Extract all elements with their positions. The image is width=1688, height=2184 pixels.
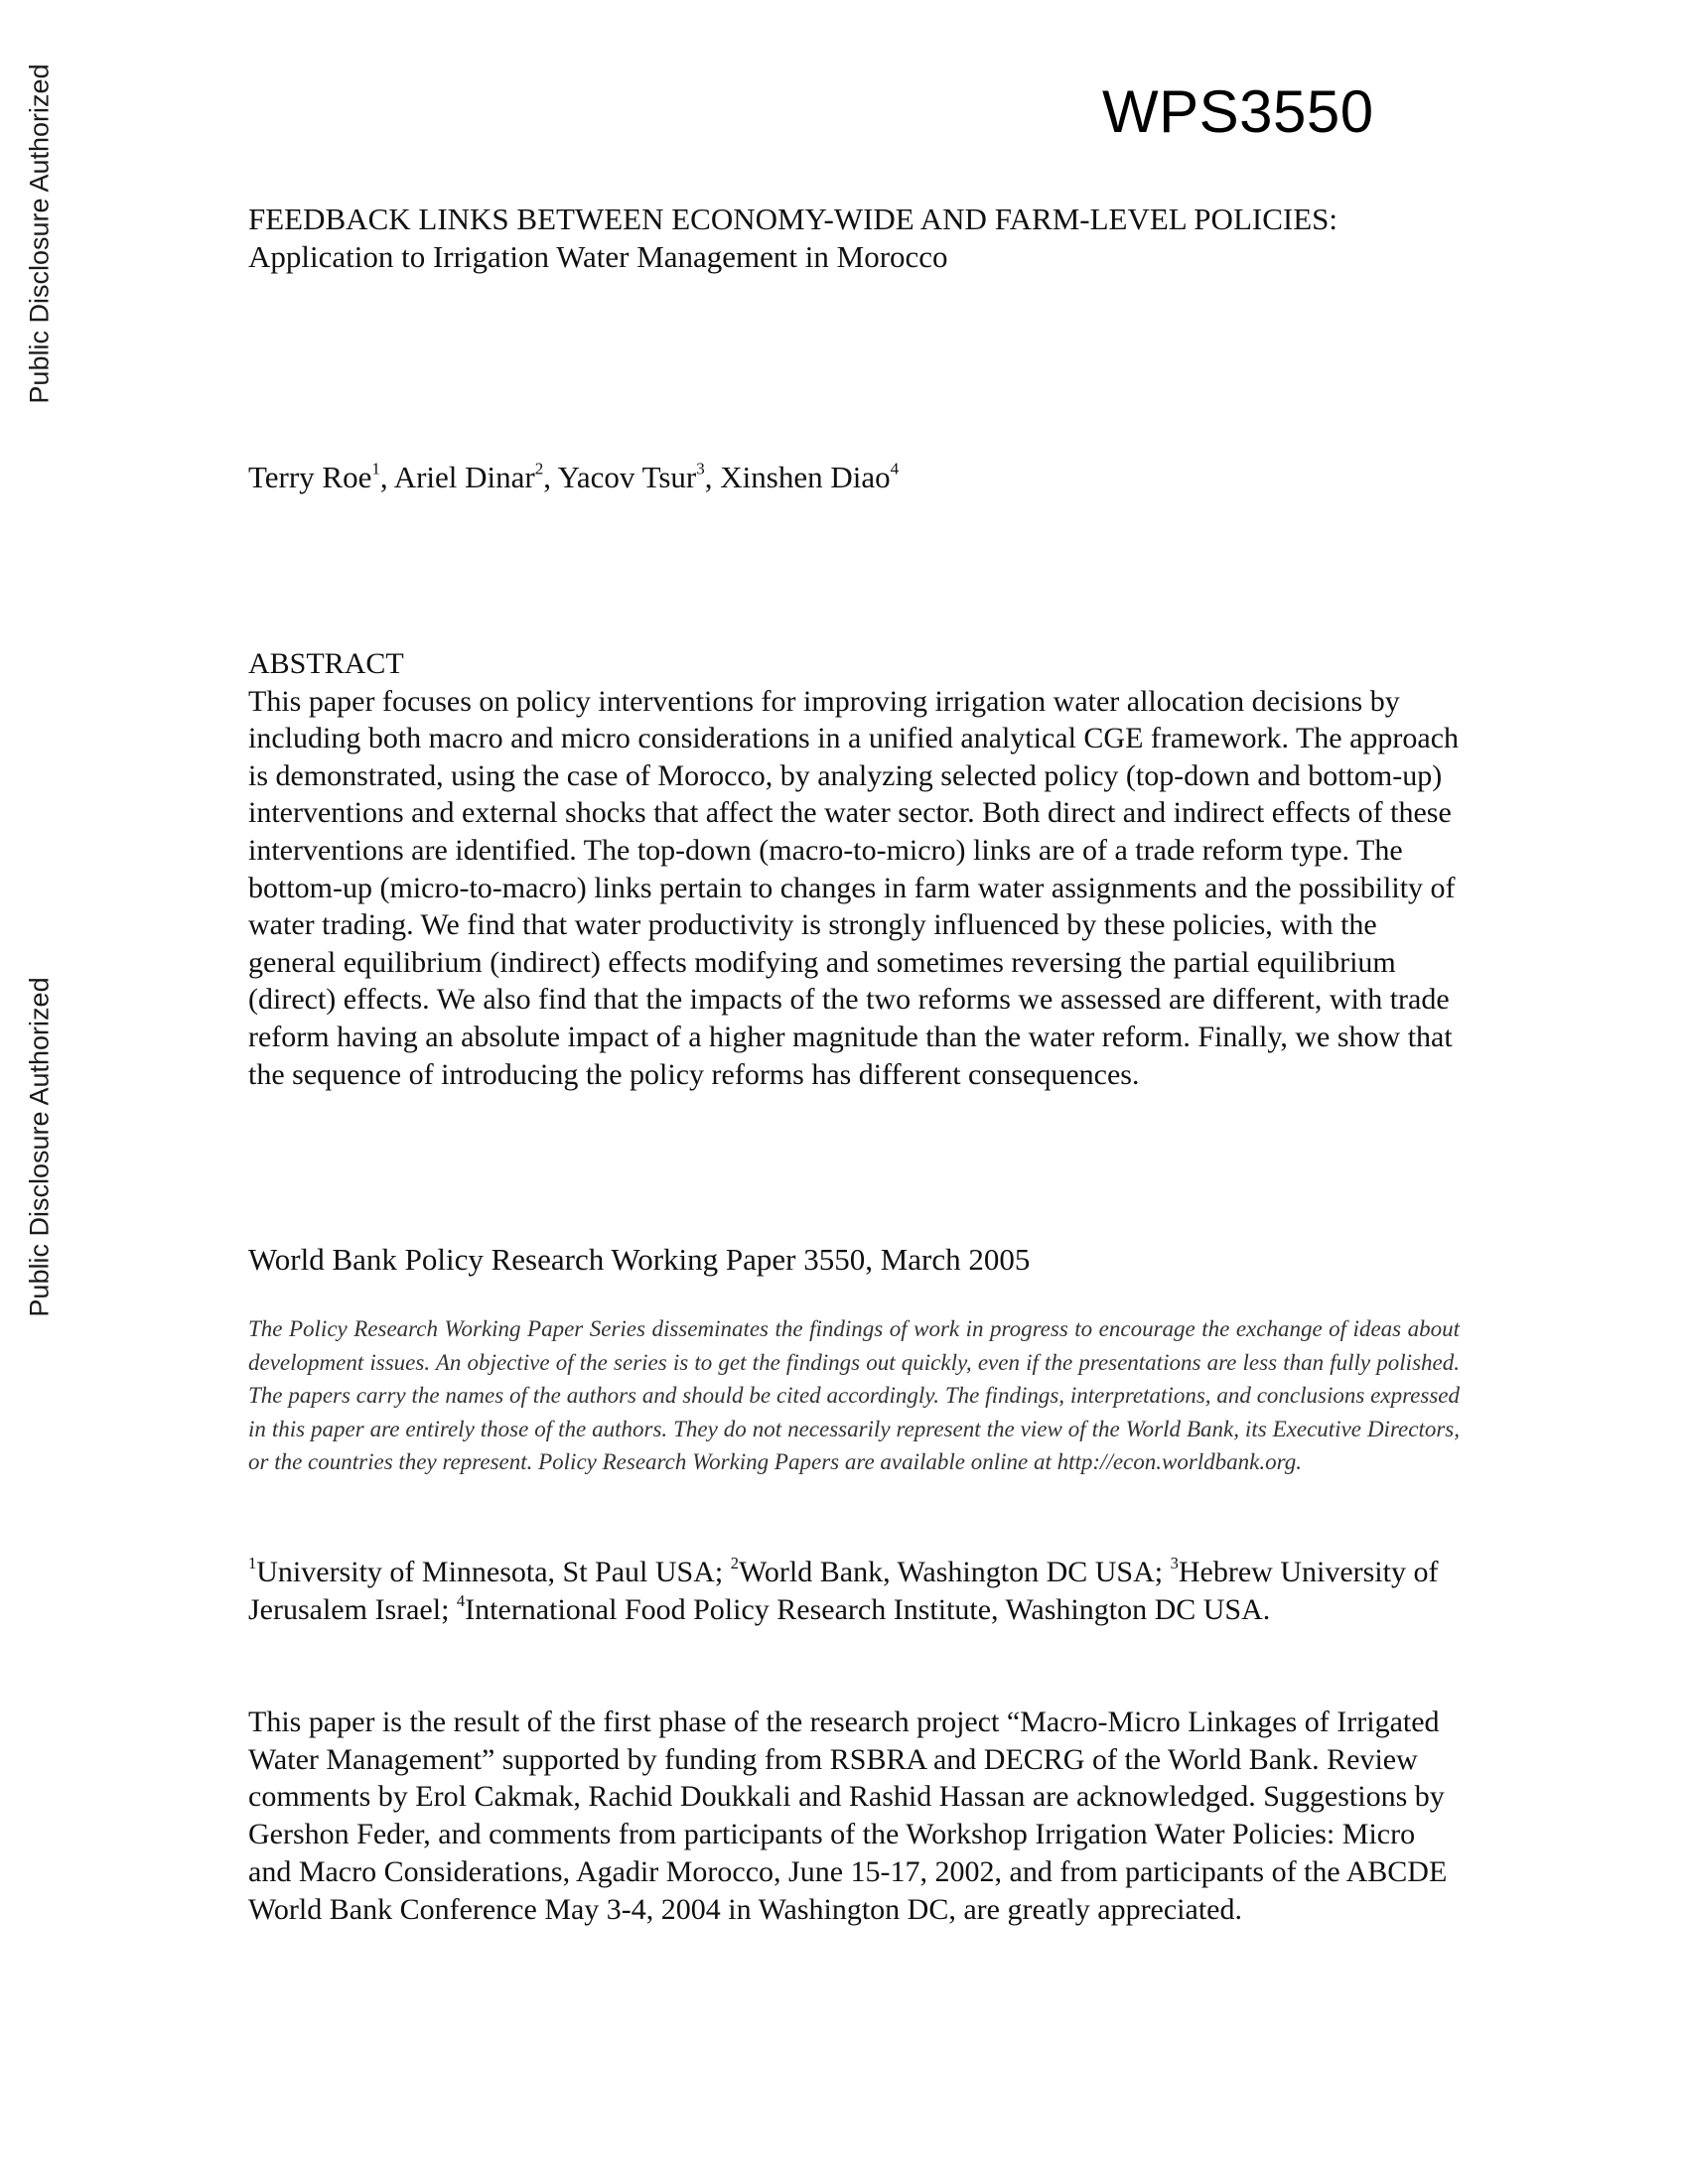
- abstract-section: [248, 645, 1460, 1093]
- affiliation-text: International Food Policy Research Institute, Washington DC USA.: [465, 1593, 1271, 1626]
- author-affiliation-mark: 3: [696, 459, 705, 478]
- abstract-text: This paper focuses on policy interventions for improving irrigation water allocation decisions by including both macro and micro considerations in a unified analytical CGE framework. The approach is demonstrated, using the case of Morocco, by analyzing selected policy (top-down and bottom-up) interventions and external shocks that affect the water sector. Both direct and indirect effects of these interventions are identified. The top-down (macro-to-micro) links are of a trade reform type. The bottom-up (micro-to-macro) links pertain to changes in farm water assignments and the possibility of water trading. We find that water productivity is strongly influenced by these policies, with the general equilibrium (indirect) effects modifying and sometimes reversing the partial equilibrium (direct) effects. We also find that the impacts of the two reforms we assessed are different, with trade reform having an absolute impact of a higher magnitude than the water reform. Finally, we show that the sequence of introducing the policy reforms has different consequences.: [248, 684, 1460, 1091]
- series-citation: World Bank Policy Research Working Paper 3550, March 2005: [248, 1242, 1031, 1277]
- affiliation-text: World Bank, Washington DC USA;: [739, 1556, 1171, 1588]
- report-number: WPS3550: [1102, 78, 1374, 145]
- author-name: Xinshen Diao: [720, 460, 891, 494]
- abstract-heading: ABSTRACT: [248, 647, 404, 680]
- disclosure-stamp-top: [20, 55, 60, 412]
- author-name: Ariel Dinar: [393, 460, 535, 494]
- series-disclaimer: The Policy Research Working Paper Series disseminates the findings of work in progress to encourage the exchange of ideas about development issues. An objective of the series is to get the findings out quickly, even if the presentations are less than fully polished. The papers carry the names of the authors and should be cited accordingly. The findings, interpretations, and conclusions expressed in this paper are entirely those of the authors. They do not necessarily represent the view of the World Bank, its Executive Directors, or the countries they represent. Policy Research Working Papers are available online at http://econ.worldbank.org.: [248, 1316, 1460, 1474]
- affiliation-text: Hebrew University of Jerusalem Israel;: [248, 1556, 1439, 1626]
- affiliation-text: University of Minnesota, St Paul USA;: [256, 1556, 731, 1588]
- author-list: Terry Roe$^1$, Ariel Dinar$^2$, Yacov Tsur$^3$, Xinshen Diao$^4$: [248, 459, 900, 494]
- acknowledgments-note: This paper is the result of the first phase of the research project “Macro-Micro Linkages of Irrigated Water Management” supported by funding from RSBRA and DECRG of the World Bank. Review comments by Erol Cakmak, Rachid Doukkali and Rashid Hassan are acknowledged. Suggestions by Gershon Feder, and comments from participants of the Workshop Irrigation Water Policies: Micro and Macro Considerations, Agadir Morocco, June 15-17, 2002, and from participants of the ABCDE World Bank Conference May 3-4, 2004 in Washington DC, are greatly appreciated.: [248, 1706, 1448, 1926]
- affiliations-note: [248, 1554, 1460, 1629]
- affiliation-mark: 1: [248, 1553, 257, 1572]
- disclosure-stamp-bottom: [20, 968, 60, 1325]
- title-line-main: FEEDBACK LINKS BETWEEN ECONOMY-WIDE AND FARM-LEVEL POLICIES:: [248, 202, 1337, 236]
- affiliation-mark: 3: [1170, 1553, 1179, 1572]
- author-affiliation-mark: 2: [534, 459, 544, 478]
- author-affiliation-mark: 1: [371, 459, 380, 478]
- author-name: Yacov Tsur: [557, 460, 697, 494]
- affiliation-mark: 2: [730, 1553, 739, 1572]
- author-affiliation-mark: 4: [890, 459, 900, 478]
- disclosure-stamp-text: Public Disclosure Authorized: [24, 63, 55, 404]
- disclosure-stamp-text: Public Disclosure Authorized: [24, 976, 55, 1317]
- paper-title: [248, 201, 1460, 276]
- affiliation-mark: 4: [456, 1590, 466, 1610]
- title-line-subtitle: Application to Irrigation Water Management in Morocco: [248, 239, 948, 274]
- author-name: Terry Roe: [248, 460, 372, 494]
